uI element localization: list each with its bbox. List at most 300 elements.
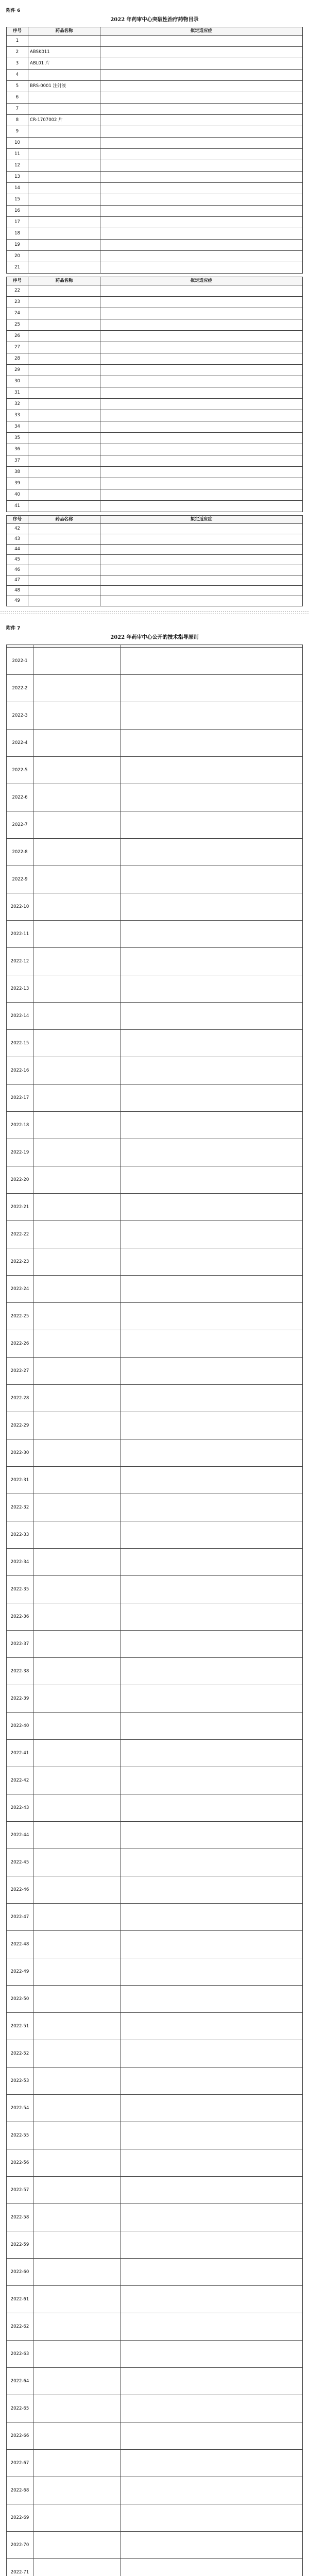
table-row xyxy=(7,399,303,410)
table-row xyxy=(7,206,303,217)
table-cell-no: 2022-44 xyxy=(7,1822,33,1849)
table-cell-indication xyxy=(100,126,303,138)
table-row xyxy=(7,1549,303,1576)
table-cell-no: 25 xyxy=(7,319,28,331)
table-cell-no: 2022-13 xyxy=(7,975,33,1003)
table-cell-no: 11 xyxy=(7,149,28,160)
table-cell-desc xyxy=(121,1576,303,1603)
table-cell-name xyxy=(33,1904,121,1931)
table-row xyxy=(7,2122,303,2149)
table-cell-name xyxy=(33,2341,121,2368)
table-cell-no: 2022-31 xyxy=(7,1467,33,1494)
table-cell-no: 2022-63 xyxy=(7,2341,33,2368)
table-row xyxy=(7,251,303,262)
col-header-name: 药品名称 xyxy=(28,516,100,524)
table-cell-no: 2022-49 xyxy=(7,1958,33,1986)
table-row xyxy=(7,2532,303,2559)
table-row xyxy=(7,1112,303,1139)
col-header-name: 药品名称 xyxy=(28,27,100,36)
table-cell-no: 2022-20 xyxy=(7,1166,33,1194)
table-cell-no: 12 xyxy=(7,160,28,172)
table-cell-desc xyxy=(121,2067,303,2095)
table-cell-no: 2022-18 xyxy=(7,1112,33,1139)
table-cell-indication xyxy=(100,399,303,410)
table-cell-name xyxy=(33,1139,121,1166)
table-cell-desc xyxy=(121,2122,303,2149)
appendix-7-title: 2022 年药审中心公开的技术指导原则 xyxy=(110,635,199,640)
table-cell-name xyxy=(28,433,100,444)
table-row xyxy=(7,1166,303,1194)
table-cell-name xyxy=(28,555,100,565)
table-cell-no: 16 xyxy=(7,206,28,217)
table-cell-indication xyxy=(100,47,303,58)
table-cell-name xyxy=(28,297,100,308)
table-cell-indication xyxy=(100,565,303,575)
table-cell-desc xyxy=(121,1794,303,1822)
table-cell-no: 10 xyxy=(7,138,28,149)
table-cell-name xyxy=(28,251,100,262)
table-cell-no: 20 xyxy=(7,251,28,262)
table-cell-name xyxy=(28,387,100,399)
table-cell-desc xyxy=(121,2204,303,2231)
table-row xyxy=(7,893,303,921)
table-cell-no: 28 xyxy=(7,353,28,365)
table-cell-desc xyxy=(121,2532,303,2559)
table-cell-no: 2022-42 xyxy=(7,1767,33,1794)
table-cell-desc xyxy=(121,2504,303,2532)
table-cell-name xyxy=(33,2013,121,2040)
table-row xyxy=(7,217,303,228)
table-cell-desc xyxy=(121,1358,303,1385)
table-cell-no: 31 xyxy=(7,387,28,399)
table-cell-name xyxy=(28,149,100,160)
table-row xyxy=(7,1658,303,1685)
table-row xyxy=(7,2477,303,2504)
table-cell-desc xyxy=(121,811,303,839)
table-cell-desc xyxy=(121,675,303,702)
table-row xyxy=(7,444,303,455)
table-cell-name xyxy=(28,70,100,81)
table-cell-desc xyxy=(121,1713,303,1740)
table-cell-desc xyxy=(121,948,303,975)
table-row xyxy=(7,240,303,251)
table-row xyxy=(7,104,303,115)
table-cell-name xyxy=(33,2450,121,2477)
table-cell-name xyxy=(33,1084,121,1112)
table-cell-name xyxy=(28,596,100,606)
table-cell-no: 2022-27 xyxy=(7,1358,33,1385)
table-row xyxy=(7,575,303,586)
table-cell-no: 2022-71 xyxy=(7,2559,33,2576)
table-cell-name xyxy=(28,308,100,319)
table-cell-no: 2022-26 xyxy=(7,1330,33,1358)
table-cell-desc xyxy=(121,2559,303,2576)
table-row xyxy=(7,524,303,534)
table-cell-name xyxy=(33,948,121,975)
table-cell-indication xyxy=(100,596,303,606)
table-cell-desc xyxy=(121,1658,303,1685)
table-row xyxy=(7,1822,303,1849)
table-cell-no: 2022-45 xyxy=(7,1849,33,1876)
table-row xyxy=(7,160,303,172)
table-row xyxy=(7,2395,303,2422)
table-row xyxy=(7,1194,303,1221)
table-cell-name xyxy=(33,1576,121,1603)
table-body xyxy=(7,524,303,606)
table-cell-name xyxy=(33,1549,121,1576)
table-cell-desc xyxy=(121,1194,303,1221)
table-row xyxy=(7,308,303,319)
table-cell-indication xyxy=(100,58,303,70)
table-cell-indication xyxy=(100,455,303,467)
table-cell-no: 2022-8 xyxy=(7,839,33,866)
table-cell-no: 8 xyxy=(7,115,28,126)
table-cell-name xyxy=(28,467,100,478)
table-cell-indication xyxy=(100,251,303,262)
table-cell-name xyxy=(33,784,121,811)
table-row xyxy=(7,648,303,675)
breakthrough-table-3 xyxy=(6,515,303,606)
table-cell-desc xyxy=(121,1822,303,1849)
table-cell-indication xyxy=(100,228,303,240)
table-row xyxy=(7,319,303,331)
table-cell-name xyxy=(28,172,100,183)
table-row xyxy=(7,1221,303,1248)
table-cell-indication xyxy=(100,331,303,342)
table-row xyxy=(7,1003,303,1030)
table-row xyxy=(7,126,303,138)
table-cell-no: 2022-1 xyxy=(7,648,33,675)
table-cell-desc xyxy=(121,1330,303,1358)
table-cell-name xyxy=(33,1931,121,1958)
table-cell-name xyxy=(33,2177,121,2204)
table-cell-no: 47 xyxy=(7,575,28,586)
table-cell-desc xyxy=(121,1849,303,1876)
table-cell-desc xyxy=(121,2149,303,2177)
table-row xyxy=(7,2313,303,2341)
table-row xyxy=(7,2504,303,2532)
table-cell-indication xyxy=(100,183,303,194)
table-cell-name xyxy=(33,2095,121,2122)
col-header-no: 序号 xyxy=(7,27,28,36)
table-cell-no: 34 xyxy=(7,421,28,433)
table-cell-desc xyxy=(121,2013,303,2040)
table-row xyxy=(7,1603,303,1631)
table-cell-indication xyxy=(100,342,303,353)
table-row xyxy=(7,1084,303,1112)
table-row xyxy=(7,228,303,240)
table-cell-no: 29 xyxy=(7,365,28,376)
table-cell-name xyxy=(28,331,100,342)
table-row xyxy=(7,2422,303,2450)
table-cell-indication xyxy=(100,104,303,115)
table-row xyxy=(7,839,303,866)
table-cell-indication xyxy=(100,297,303,308)
table-cell-desc xyxy=(121,730,303,757)
breakthrough-table-2 xyxy=(6,277,303,512)
table-row xyxy=(7,1576,303,1603)
table-cell-name xyxy=(33,921,121,948)
table-cell-name xyxy=(28,160,100,172)
table-cell-name xyxy=(28,534,100,545)
table-row xyxy=(7,2204,303,2231)
table-row xyxy=(7,149,303,160)
table-row xyxy=(7,1412,303,1439)
table-cell-name xyxy=(33,1494,121,1521)
table-cell-name xyxy=(33,1358,121,1385)
guideline-table xyxy=(6,645,303,2576)
table-row xyxy=(7,596,303,606)
table-cell-name xyxy=(28,285,100,297)
table-cell-name xyxy=(33,1767,121,1794)
table-cell-desc xyxy=(121,1631,303,1658)
table-cell-name xyxy=(28,524,100,534)
col-header-name: 药品名称 xyxy=(28,277,100,285)
table-cell-desc xyxy=(121,975,303,1003)
table-cell-no: 2022-37 xyxy=(7,1631,33,1658)
table-cell-name xyxy=(33,1412,121,1439)
table-cell-no: 2022-58 xyxy=(7,2204,33,2231)
table-cell-name xyxy=(33,2286,121,2313)
table-cell-name xyxy=(28,262,100,274)
table-cell-name xyxy=(28,545,100,555)
table-cell-desc xyxy=(121,1685,303,1713)
table-cell-no: 2022-59 xyxy=(7,2231,33,2259)
table-cell-indication xyxy=(100,194,303,206)
table-cell-desc xyxy=(121,1166,303,1194)
table-row xyxy=(7,2559,303,2576)
col-header-indication: 拟定适应症 xyxy=(100,516,303,524)
table-row xyxy=(7,1794,303,1822)
table-row xyxy=(7,2177,303,2204)
table-row xyxy=(7,478,303,489)
table-cell-no: 2022-21 xyxy=(7,1194,33,1221)
table-cell-no: 2022-62 xyxy=(7,2313,33,2341)
table-cell-name xyxy=(28,126,100,138)
appendix-6-tag: 附件 6 xyxy=(6,8,21,13)
appendix-7-tag: 附件 7 xyxy=(6,626,21,631)
table-row xyxy=(7,331,303,342)
table-cell-name xyxy=(33,1194,121,1221)
table-cell-no: 2022-30 xyxy=(7,1439,33,1467)
table-cell-desc xyxy=(121,2286,303,2313)
table-row xyxy=(7,1467,303,1494)
table-row xyxy=(7,1631,303,1658)
table-cell-no: 40 xyxy=(7,489,28,501)
table-cell-indication xyxy=(100,478,303,489)
table-cell-no: 2022-4 xyxy=(7,730,33,757)
table-cell-desc xyxy=(121,1767,303,1794)
table-cell-name xyxy=(33,1822,121,1849)
table-cell-desc xyxy=(121,1986,303,2013)
table-cell-desc xyxy=(121,921,303,948)
section-divider xyxy=(0,611,309,614)
table-cell-no: 2022-55 xyxy=(7,2122,33,2149)
table-cell-name xyxy=(28,399,100,410)
table-row xyxy=(7,702,303,730)
table-cell-no: 2022-43 xyxy=(7,1794,33,1822)
table-cell-name xyxy=(33,1986,121,2013)
table-cell-name xyxy=(33,1385,121,1412)
table-cell-name xyxy=(33,730,121,757)
table-row xyxy=(7,115,303,126)
table-row xyxy=(7,921,303,948)
table-cell-name xyxy=(33,2259,121,2286)
table-cell-desc xyxy=(121,702,303,730)
table-row xyxy=(7,675,303,702)
table-cell-desc xyxy=(121,1958,303,1986)
table-row xyxy=(7,467,303,478)
table-row xyxy=(7,730,303,757)
table-cell-desc xyxy=(121,1385,303,1412)
table-cell-indication xyxy=(100,387,303,399)
table-cell-no: 2022-15 xyxy=(7,1030,33,1057)
table-row xyxy=(7,534,303,545)
col-header-no: 序号 xyxy=(7,277,28,285)
col-header-indication: 拟定适应症 xyxy=(100,27,303,36)
table-row xyxy=(7,1139,303,1166)
table-cell-no: 2022-57 xyxy=(7,2177,33,2204)
table-row xyxy=(7,565,303,575)
table-cell-no: 2022-69 xyxy=(7,2504,33,2532)
table-cell-no: 2022-52 xyxy=(7,2040,33,2067)
table-row xyxy=(7,172,303,183)
table-row xyxy=(7,2067,303,2095)
table-cell-desc xyxy=(121,866,303,893)
table-cell-name xyxy=(28,575,100,586)
table-cell-name xyxy=(33,1221,121,1248)
table-cell-no: 42 xyxy=(7,524,28,534)
table-cell-name xyxy=(28,194,100,206)
table-row xyxy=(7,2095,303,2122)
table-cell-desc xyxy=(121,1276,303,1303)
table-body xyxy=(7,648,303,2576)
table-cell-no: 2022-24 xyxy=(7,1276,33,1303)
table-cell-no: 2022-50 xyxy=(7,1986,33,2013)
table-row xyxy=(7,1958,303,1986)
table-cell-name xyxy=(33,2395,121,2422)
table-cell-no: 46 xyxy=(7,565,28,575)
table-cell-no: 24 xyxy=(7,308,28,319)
table-cell-name xyxy=(28,444,100,455)
table-row xyxy=(7,757,303,784)
table-row xyxy=(7,2231,303,2259)
table-row xyxy=(7,2286,303,2313)
table-cell-indication xyxy=(100,524,303,534)
table-cell-name xyxy=(33,1467,121,1494)
table-cell-name xyxy=(33,811,121,839)
table-cell-name xyxy=(33,648,121,675)
table-cell-no: 2022-53 xyxy=(7,2067,33,2095)
table-cell-name: ABSK011 xyxy=(28,47,100,58)
table-cell-name xyxy=(28,353,100,365)
table-row xyxy=(7,586,303,596)
table-cell-indication xyxy=(100,308,303,319)
table-cell-name xyxy=(33,2149,121,2177)
appendix-7-section xyxy=(0,618,309,2576)
table-cell-no: 2022-51 xyxy=(7,2013,33,2040)
table-cell-name xyxy=(33,1713,121,1740)
table-row xyxy=(7,1358,303,1385)
table-cell-name xyxy=(28,478,100,489)
table-cell-indication xyxy=(100,217,303,228)
table-cell-desc xyxy=(121,1139,303,1166)
table-cell-desc xyxy=(121,2341,303,2368)
table-cell-no: 23 xyxy=(7,297,28,308)
table-cell-indication xyxy=(100,365,303,376)
table-cell-desc xyxy=(121,1003,303,1030)
table-cell-desc xyxy=(121,1057,303,1084)
table-cell-desc xyxy=(121,1740,303,1767)
table-cell-no: 2022-17 xyxy=(7,1084,33,1112)
table-cell-name xyxy=(33,2122,121,2149)
table-cell-name xyxy=(28,206,100,217)
table-cell-indication xyxy=(100,115,303,126)
table-cell-name xyxy=(33,1276,121,1303)
table-row xyxy=(7,421,303,433)
table-cell-no: 15 xyxy=(7,194,28,206)
table-cell-no: 2022-19 xyxy=(7,1139,33,1166)
table-cell-desc xyxy=(121,1521,303,1549)
table-row xyxy=(7,81,303,92)
table-cell-indication xyxy=(100,444,303,455)
table-row xyxy=(7,555,303,565)
table-cell-no: 2022-9 xyxy=(7,866,33,893)
table-body xyxy=(7,36,303,274)
table-cell-no: 33 xyxy=(7,410,28,421)
table-cell-indication xyxy=(100,206,303,217)
breakthrough-table-1 xyxy=(6,27,303,274)
table-cell-no: 2022-5 xyxy=(7,757,33,784)
table-cell-indication xyxy=(100,433,303,444)
table-cell-desc xyxy=(121,2368,303,2395)
table-cell-name xyxy=(33,1740,121,1767)
table-cell-desc xyxy=(121,1467,303,1494)
table-cell-no: 2022-29 xyxy=(7,1412,33,1439)
table-cell-desc xyxy=(121,2259,303,2286)
table-cell-no: 2022-64 xyxy=(7,2368,33,2395)
table-cell-indication xyxy=(100,467,303,478)
table-row xyxy=(7,866,303,893)
table-cell-no: 2022-3 xyxy=(7,702,33,730)
table-cell-name xyxy=(33,1057,121,1084)
table-cell-indication xyxy=(100,376,303,387)
table-cell-name xyxy=(33,2532,121,2559)
table-cell-no: 38 xyxy=(7,467,28,478)
table-cell-name xyxy=(28,376,100,387)
table-cell-desc xyxy=(121,1084,303,1112)
table-cell-no: 2022-41 xyxy=(7,1740,33,1767)
table-row xyxy=(7,501,303,512)
table-cell-no: 32 xyxy=(7,399,28,410)
table-row xyxy=(7,1713,303,1740)
table-cell-indication xyxy=(100,138,303,149)
table-row xyxy=(7,1030,303,1057)
table-cell-no: 26 xyxy=(7,331,28,342)
table-row xyxy=(7,1740,303,1767)
table-cell-no: 36 xyxy=(7,444,28,455)
table-cell-no: 2022-46 xyxy=(7,1876,33,1904)
table-cell-no: 2022-70 xyxy=(7,2532,33,2559)
table-cell-no: 2022-39 xyxy=(7,1685,33,1713)
table-cell-no: 49 xyxy=(7,596,28,606)
table-cell-name xyxy=(33,839,121,866)
table-row xyxy=(7,1494,303,1521)
table-cell-no: 30 xyxy=(7,376,28,387)
table-cell-indication xyxy=(100,172,303,183)
table-cell-no: 2022-25 xyxy=(7,1303,33,1330)
table-cell-indication xyxy=(100,575,303,586)
